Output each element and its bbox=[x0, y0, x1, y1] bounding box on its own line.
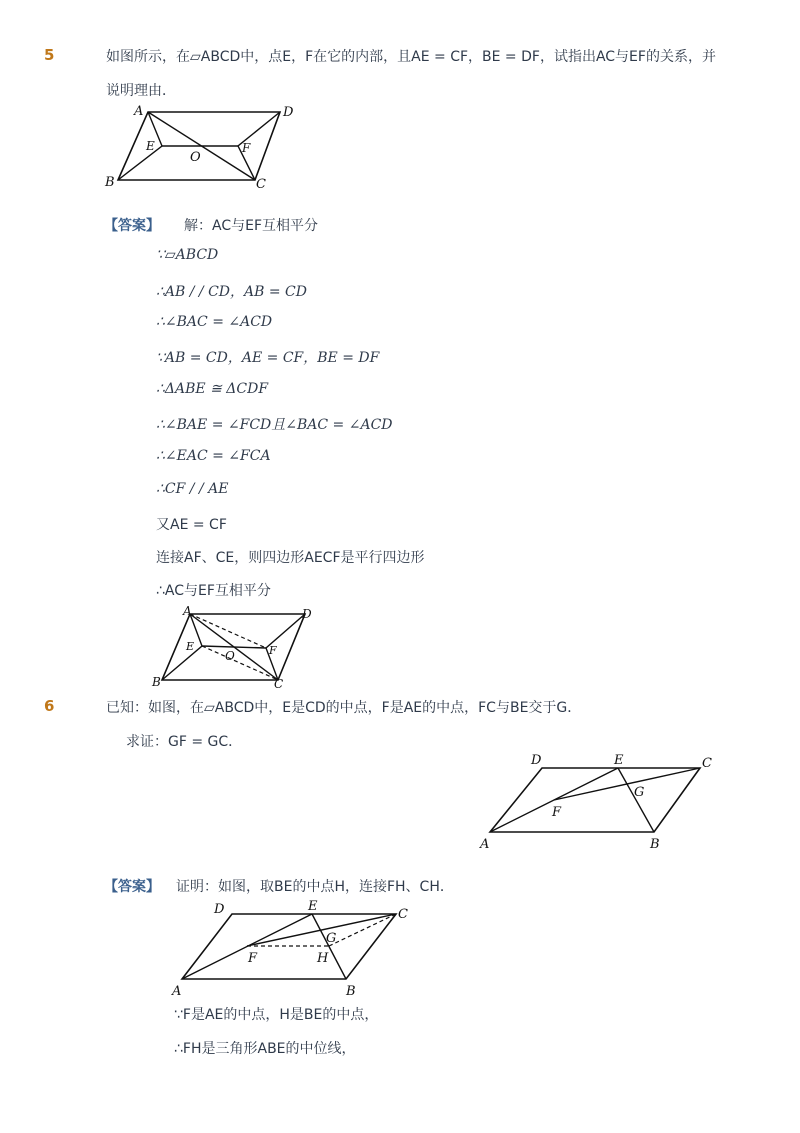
q5-stem-line1: 如图所示，在▱ABCD中，点E，F在它的内部，且AE = CF，BE = DF，试指出AC与EF的关系，并 bbox=[106, 49, 716, 65]
q5-step-7: ∴∠EAC = ∠FCA bbox=[156, 448, 271, 464]
label-f: F bbox=[242, 141, 251, 155]
parallelogram-abcd bbox=[490, 768, 700, 832]
label-h: H bbox=[317, 951, 329, 966]
q6-answer-intro: 证明：如图，取BE的中点H，连接FH、CH． bbox=[176, 879, 454, 895]
q5-step-8: ∴CF / / AE bbox=[156, 481, 229, 497]
label-g: G bbox=[634, 785, 645, 800]
label-c: C bbox=[702, 756, 712, 771]
label-c: C bbox=[398, 907, 408, 922]
label-c: C bbox=[256, 177, 266, 192]
label-b: B bbox=[152, 675, 161, 689]
label-g: G bbox=[326, 931, 337, 946]
question-number-5: 5 bbox=[44, 46, 55, 64]
q6-step-2: ∴FH是三角形ABE的中位线， bbox=[174, 1041, 356, 1057]
q6-stem-line1: 已知：如图，在▱ABCD中，E是CD的中点，F是AE的中点，FC与BE交于G． bbox=[106, 700, 582, 716]
label-e: E bbox=[308, 899, 318, 914]
label-e: E bbox=[146, 139, 155, 153]
segments-ae-be bbox=[162, 614, 202, 680]
q5-answer-intro: 解：AC与EF互相平分 bbox=[184, 218, 319, 234]
q5-step-2: ∴AB / / CD，AB = CD bbox=[156, 284, 307, 300]
label-o: O bbox=[225, 649, 235, 663]
segment-fc bbox=[247, 914, 396, 946]
label-a: A bbox=[480, 837, 490, 852]
label-d: D bbox=[531, 753, 542, 768]
q5-step-10: 连接AF、CE，则四边形AECF是平行四边形 bbox=[156, 550, 425, 566]
q6-answer-tag: 【答案】 bbox=[104, 879, 160, 895]
label-e: E bbox=[186, 640, 195, 653]
q5-answer-figure bbox=[150, 602, 320, 692]
segment-be bbox=[618, 768, 654, 832]
q6-step-1: ∵F是AE的中点，H是BE的中点， bbox=[174, 1007, 379, 1023]
label-a: A bbox=[172, 984, 182, 999]
q5-step-9: 又AE = CF bbox=[156, 517, 227, 533]
question-number-6: 6 bbox=[44, 697, 55, 715]
segment-fc bbox=[554, 768, 700, 800]
label-f: F bbox=[552, 805, 562, 820]
label-a: A bbox=[183, 604, 192, 618]
q5-figure bbox=[100, 100, 300, 192]
q5-step-6: ∴∠BAE = ∠FCD且∠BAC = ∠ACD bbox=[156, 417, 393, 433]
label-d: D bbox=[214, 902, 225, 917]
label-c: C bbox=[274, 677, 284, 691]
q6-answer-figure bbox=[170, 896, 420, 1001]
q6-figure bbox=[478, 750, 728, 855]
label-b: B bbox=[650, 837, 660, 852]
q5-step-3: ∴∠BAC = ∠ACD bbox=[156, 314, 273, 330]
label-a: A bbox=[134, 104, 144, 119]
q5-step-1: ∵▱ABCD bbox=[156, 247, 219, 263]
segments-ae-be bbox=[118, 112, 162, 180]
label-d: D bbox=[302, 607, 312, 621]
label-b: B bbox=[105, 175, 115, 190]
q5-answer-tag: 【答案】 bbox=[104, 218, 160, 234]
label-e: E bbox=[614, 753, 624, 768]
q5-step-11: ∴AC与EF互相平分 bbox=[156, 583, 271, 599]
label-f: F bbox=[269, 644, 277, 657]
dashed-ch bbox=[329, 914, 396, 946]
label-o: O bbox=[190, 150, 201, 165]
q6-stem-line2: 求证：GF = GC． bbox=[126, 734, 243, 750]
segment-ef bbox=[202, 646, 266, 648]
label-f: F bbox=[248, 951, 258, 966]
q5-step-4: ∵AB = CD，AE = CF，BE = DF bbox=[156, 350, 380, 366]
label-d: D bbox=[283, 105, 294, 120]
label-b: B bbox=[346, 984, 356, 999]
q5-stem-line2: 说明理由． bbox=[106, 83, 176, 99]
q5-step-5: ∴ΔABE ≅ ΔCDF bbox=[156, 381, 269, 397]
